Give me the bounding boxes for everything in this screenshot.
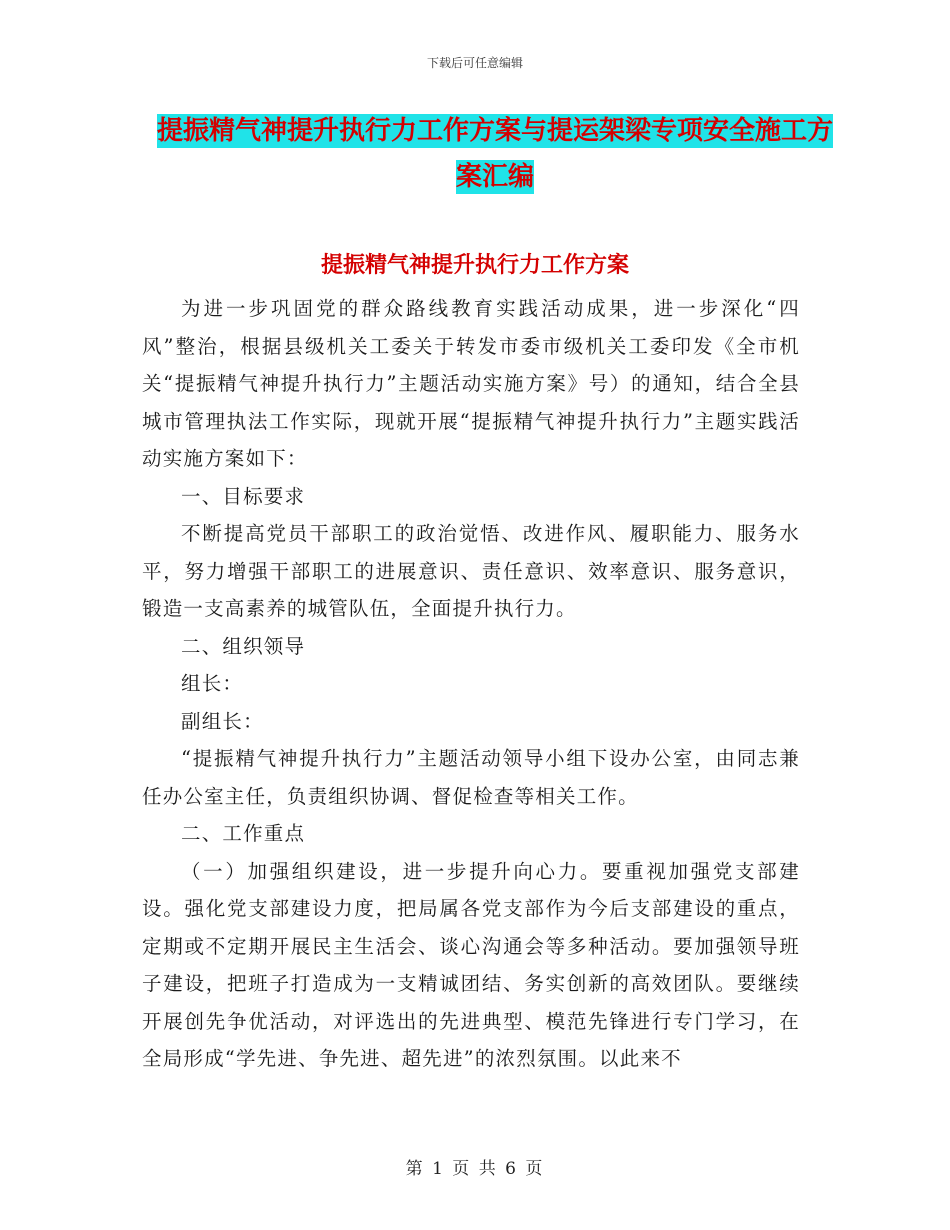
heading-goals: 一、目标要求 bbox=[181, 484, 306, 508]
paragraph-intro: 为进一步巩固党的群众路线教育实践活动成果，进一步深化“四风”整治，根据县级机关工委关于转发市委市级机关工委印发《全市机关“提振精气神提升执行力”主题活动实施方案》号）的通知，结合全县城市管理执法工作实际，现就开展“提振精气神提升执行力”主题实践活动实施方案如下： bbox=[142, 297, 800, 470]
header-note: 下载后可任意编辑 bbox=[426, 56, 523, 70]
document-title-text: 提振精气神提升执行力工作方案与提运架梁专项安全施工方案汇编 bbox=[156, 116, 833, 192]
paragraph-deputy-leader: 副组长： bbox=[181, 709, 264, 733]
heading-work-focus: 二、工作重点 bbox=[181, 822, 306, 845]
paragraph-leader: 组长： bbox=[181, 672, 244, 695]
section-title: 提振精气神提升执行力工作方案 bbox=[320, 253, 629, 278]
document-title bbox=[150, 108, 840, 200]
paragraph-goals: 不断提高党员干部职工的政治觉悟、改进作风、履职能力、服务水平，努力增强干部职工的进展意识、责任意识、效率意识、服务意识，锻造一支高素养的城管队伍，全面提升执行力。 bbox=[142, 522, 800, 620]
page-footer: 第 1 页 共 6 页 bbox=[405, 1159, 545, 1179]
document-body bbox=[142, 290, 800, 1078]
heading-organization: 二、组织领导 bbox=[181, 634, 306, 658]
paragraph-work-focus-1: （一）加强组织建设，进一步提升向心力。要重视加强党支部建设。强化党支部建设力度，把局属各党支部作为今后支部建设的重点，定期或不定期开展民主生活会、谈心沟通会等多种活动。要加强领导班子建设，把班子打造成为一支精诚团结、务实创新的高效团队。要继续开展创先争优活动，对评选出的先进典型、模范先锋进行专门学习，在全局形成“学先进、争先进、超先进”的浓烈氛围。以此来不 bbox=[142, 859, 800, 1070]
paragraph-office: “提振精气神提升执行力”主题活动领导小组下设办公室，由同志兼任办公室主任，负责组织协调、督促检查等相关工作。 bbox=[142, 747, 800, 808]
